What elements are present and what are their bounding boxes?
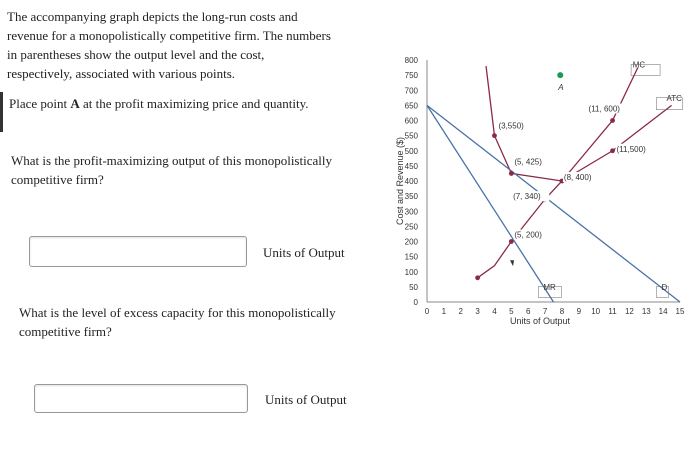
labels-group bbox=[475, 61, 682, 298]
instruction-prefix: Place point bbox=[9, 96, 71, 111]
excess-capacity-input[interactable] bbox=[34, 384, 248, 413]
series-line-mr bbox=[427, 105, 554, 302]
x-tick-label: 3 bbox=[475, 307, 480, 316]
point-a-marker bbox=[557, 72, 563, 78]
excess-capacity-unit-label: Units of Output bbox=[265, 392, 347, 407]
y-tick-label: 300 bbox=[404, 207, 418, 217]
y-tick-label: 50 bbox=[409, 282, 418, 292]
intro-line: in parentheses show the output level and the cost, bbox=[7, 47, 265, 62]
y-tick-label: 600 bbox=[404, 116, 418, 126]
question-line: competitive firm? bbox=[19, 324, 112, 339]
y-tick-label: 100 bbox=[404, 267, 418, 277]
data-point bbox=[509, 171, 514, 176]
intro-line: respectively, associated with various points. bbox=[7, 66, 236, 81]
x-tick-label: 9 bbox=[576, 307, 582, 316]
data-point bbox=[610, 118, 615, 123]
x-tick-label: 10 bbox=[591, 307, 601, 316]
x-tick-label: 7 bbox=[542, 307, 548, 316]
data-label: (8, 400) bbox=[563, 173, 592, 182]
data-label: (11,500) bbox=[616, 144, 646, 154]
y-tick-label: 200 bbox=[404, 237, 418, 247]
mr-label: MR bbox=[543, 282, 556, 292]
mc-label: MC bbox=[632, 60, 646, 70]
output-unit-label: Units of Output bbox=[263, 245, 345, 260]
x-tick-label: 6 bbox=[525, 307, 531, 316]
y-tick-label: 150 bbox=[404, 252, 418, 262]
data-label: (5, 200) bbox=[514, 230, 542, 240]
y-tick-label: 250 bbox=[404, 222, 418, 232]
x-tick-label: 5 bbox=[509, 307, 514, 316]
data-point bbox=[610, 148, 615, 153]
x-tick-label: 14 bbox=[658, 307, 668, 316]
cost-revenue-chart[interactable] bbox=[390, 48, 695, 338]
x-tick-label: 4 bbox=[492, 307, 497, 316]
data-label: (5, 425) bbox=[514, 157, 542, 167]
intro-line: revenue for a monopolistically competitive firm. The numbers bbox=[7, 28, 331, 43]
question-line: competitive firm? bbox=[11, 172, 104, 187]
y-tick-label: 400 bbox=[404, 177, 418, 186]
d-label: D bbox=[661, 282, 668, 292]
question-profit-max-output bbox=[11, 151, 371, 189]
question-excess-capacity bbox=[19, 303, 379, 341]
y-tick-label: 350 bbox=[404, 192, 418, 202]
point-a-label: A bbox=[558, 83, 564, 93]
instruction-text bbox=[9, 94, 359, 113]
x-tick-label: 8 bbox=[559, 307, 565, 316]
instruction-point-name: A bbox=[70, 96, 80, 111]
profit-max-output-input[interactable] bbox=[29, 236, 247, 267]
y-tick-label: 0 bbox=[413, 298, 418, 307]
x-axis-label: Units of Output bbox=[509, 316, 571, 326]
mc-start-point bbox=[475, 275, 480, 280]
series-line-mc bbox=[478, 68, 638, 278]
question-line: What is the profit-maximizing output of this monopolistically bbox=[11, 153, 332, 168]
intro-line: The accompanying graph depicts the long-run costs and bbox=[7, 9, 298, 24]
problem-intro bbox=[7, 7, 357, 83]
question-line: What is the level of excess capacity for this monopolistically bbox=[19, 305, 336, 320]
y-axis-label: Cost and Revenue ($) bbox=[395, 136, 405, 226]
y-tick-label: 700 bbox=[404, 86, 418, 96]
x-tick-label: 13 bbox=[641, 307, 651, 316]
y-tick-label: 650 bbox=[404, 101, 418, 111]
y-tick-label: 550 bbox=[404, 131, 418, 141]
curves-group bbox=[427, 66, 680, 302]
x-tick-label: 2 bbox=[458, 307, 463, 316]
ticks-group bbox=[405, 56, 685, 316]
x-tick-label: 0 bbox=[424, 307, 430, 316]
atc-label: ATC bbox=[666, 93, 682, 103]
data-point bbox=[509, 239, 514, 244]
data-point bbox=[492, 133, 497, 138]
x-tick-label: 12 bbox=[624, 307, 634, 316]
series-line-d bbox=[427, 105, 680, 302]
x-tick-label: 15 bbox=[675, 307, 685, 316]
y-tick-label: 750 bbox=[404, 71, 418, 81]
y-tick-label: 450 bbox=[404, 161, 418, 171]
cursor-arrow-icon bbox=[510, 260, 514, 266]
data-label: (11, 600) bbox=[588, 104, 620, 114]
instruction-suffix: at the profit maximizing price and quantity. bbox=[79, 96, 309, 111]
y-tick-label: 500 bbox=[404, 146, 418, 156]
x-tick-label: 11 bbox=[608, 307, 617, 316]
x-tick-label: 1 bbox=[441, 307, 447, 316]
focus-indicator-bar bbox=[0, 92, 3, 132]
data-label: (3,550) bbox=[498, 121, 524, 131]
data-label: (7, 340) bbox=[513, 192, 541, 202]
y-tick-label: 800 bbox=[404, 56, 418, 65]
